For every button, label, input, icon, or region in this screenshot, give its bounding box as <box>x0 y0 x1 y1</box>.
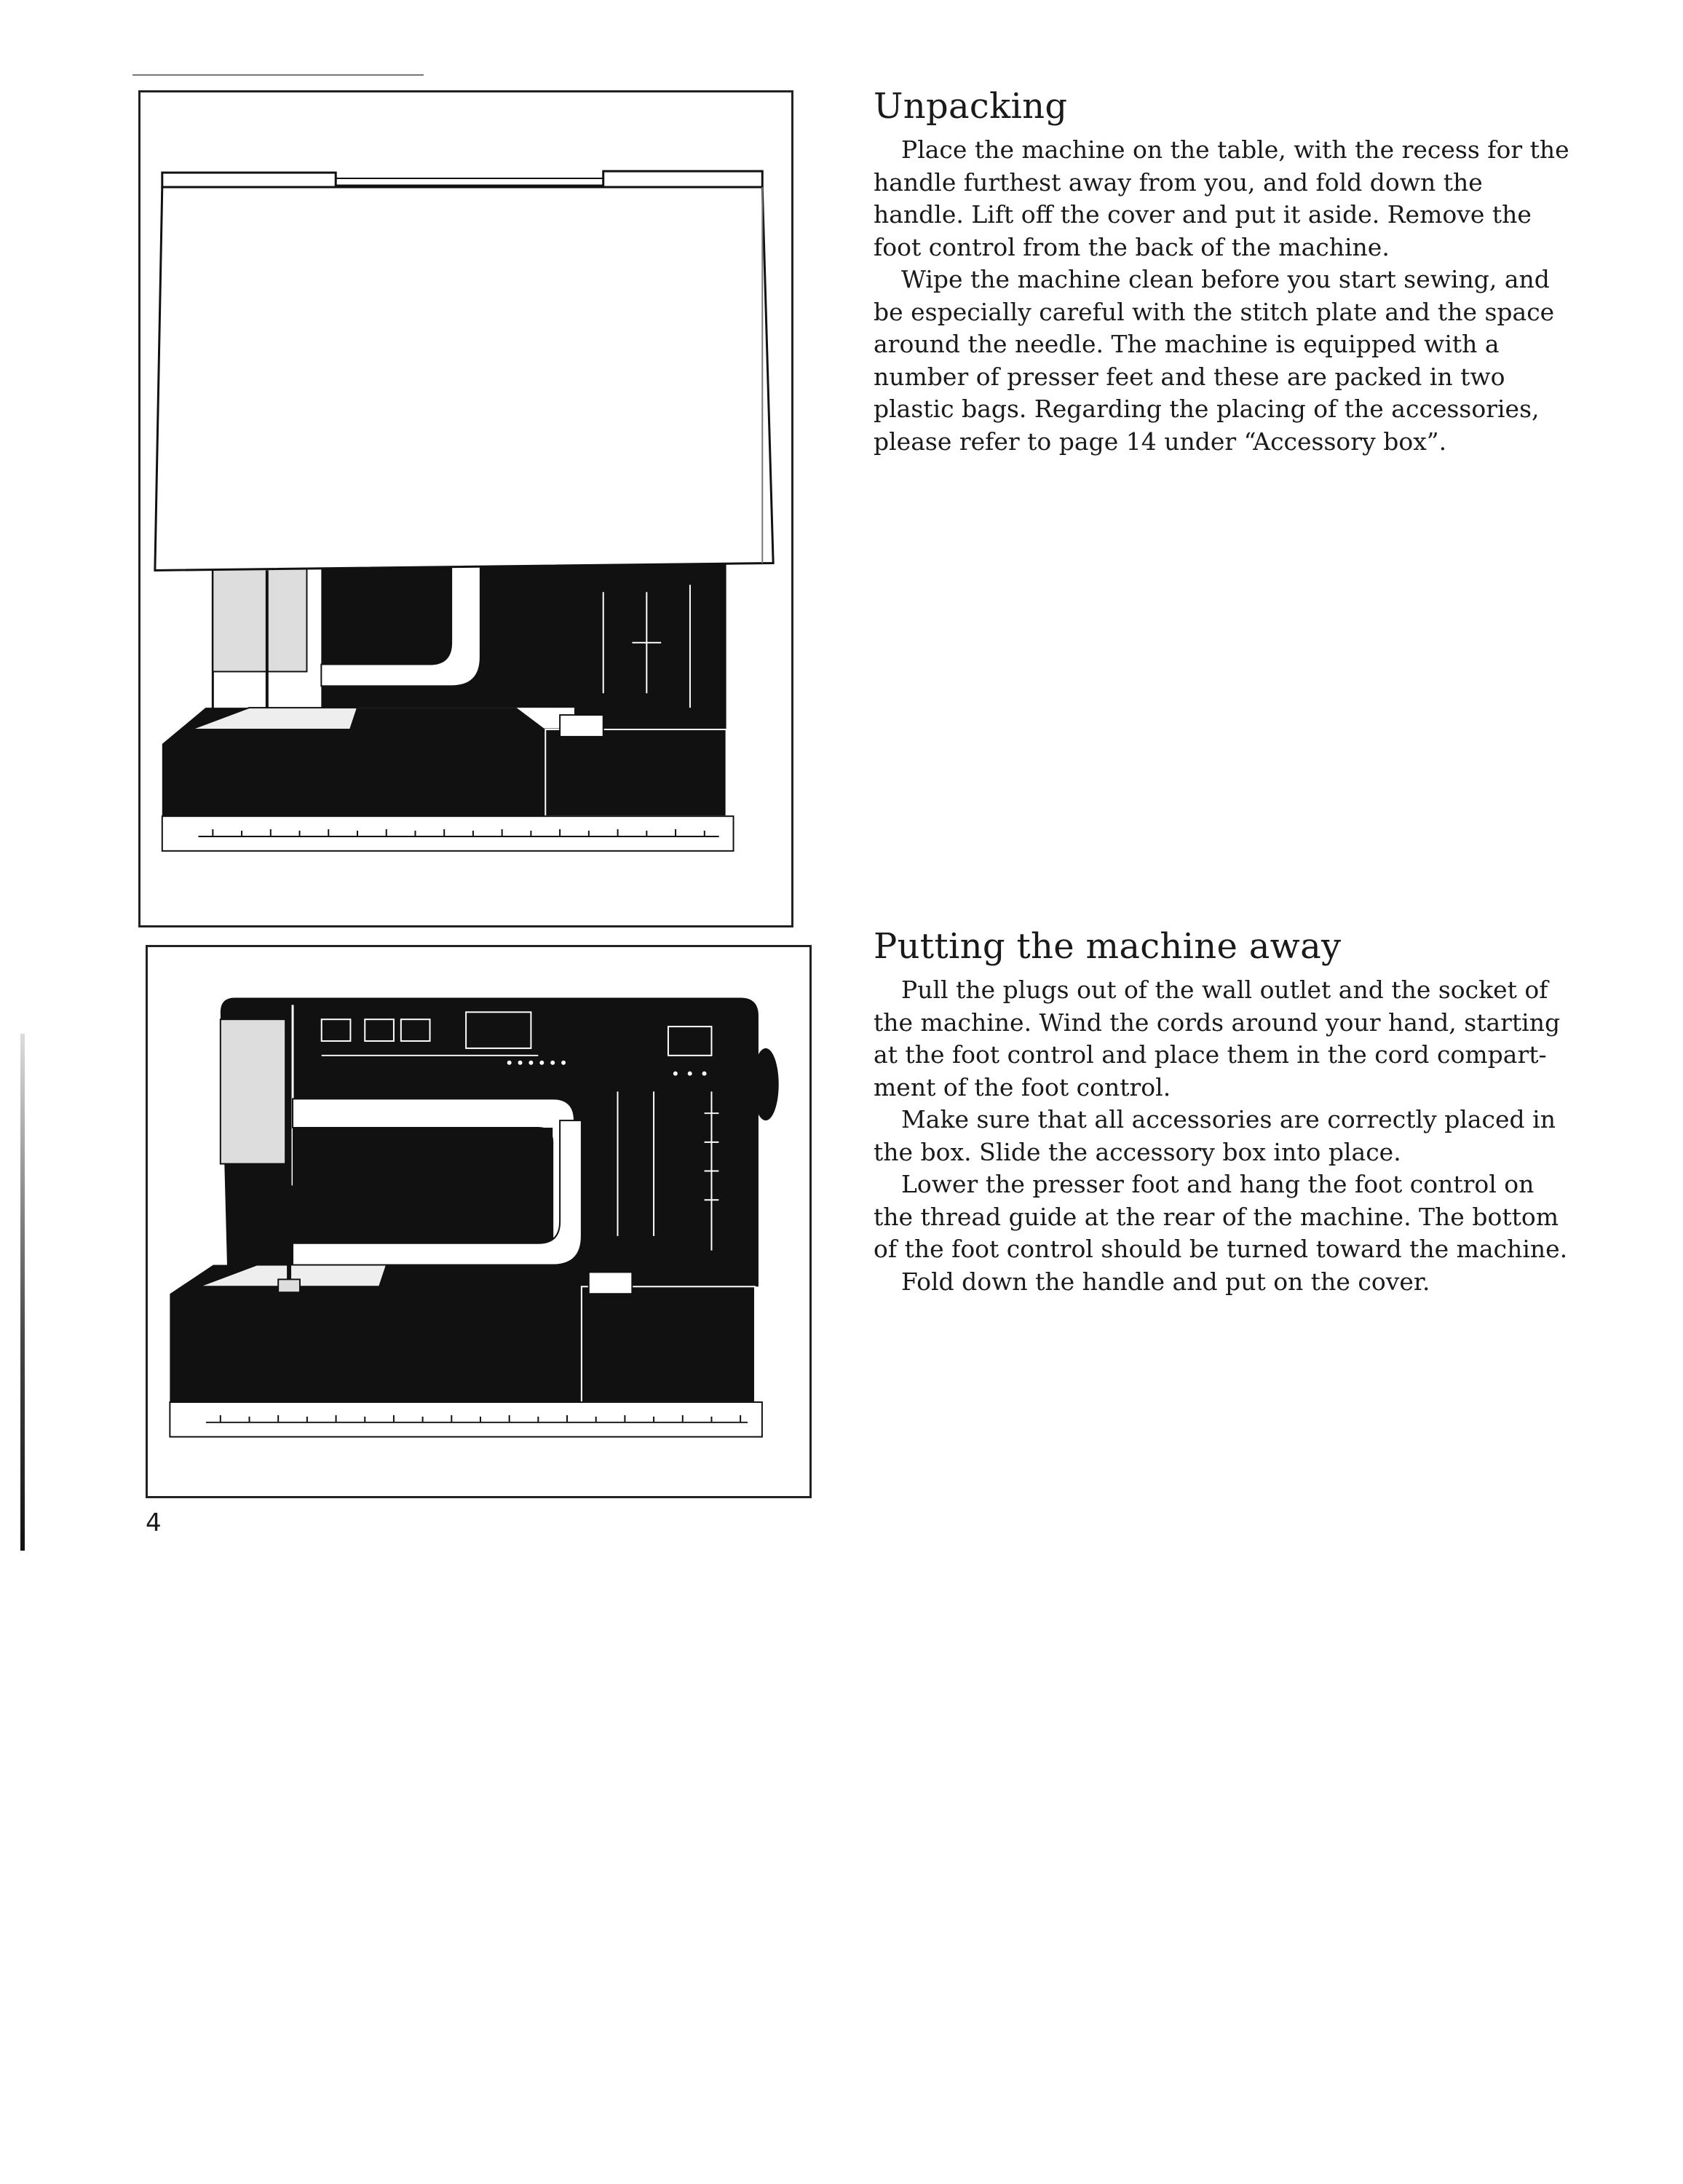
putting-away-paragraph-2: Make sure that all accessories are correctly placed in the box. Slide the accessory box into place. <box>874 1105 1556 1166</box>
unpacking-heading: Unpacking <box>874 86 1068 127</box>
machine-with-cover-drawing <box>140 92 791 925</box>
putting-away-paragraph-1: Pull the plugs out of the wall outlet and the socket of the machine. Wind the cords around your hand, starting at the foot control and place them in the cord compartment of the foot control. <box>874 976 1561 1101</box>
unpacking-paragraph-1: Place the machine on the table, with the recess for the handle furthest away from you, and fold down the handle. Lift off the cover and put it aside. Remove the foot control from the back of the machine. <box>874 135 1569 261</box>
scan-edge-shadow <box>20 1034 25 1551</box>
sewing-machine-uncovered-illustration <box>146 945 812 1498</box>
sewing-machine-with-cover-illustration <box>138 90 793 927</box>
putting-away-paragraph-3: Lower the presser foot and hang the foot control on the thread guide at the rear of the machine. The bottom of the foot control should be turned toward the machine. <box>874 1170 1568 1263</box>
page-number: 4 <box>146 1508 162 1538</box>
putting-away-section <box>874 926 1572 1298</box>
putting-away-paragraph-4: Fold down the handle and put on the cover. <box>901 1267 1430 1296</box>
putting-away-heading: Putting the machine away <box>874 926 1342 967</box>
machine-uncovered-drawing <box>148 947 809 1496</box>
unpacking-paragraph-2: Wipe the machine clean before you start sewing, and be especially careful with the stitch plate and the space around the needle. The machine is equipped with a number of presser feet and these are packed in two plastic bags. Regarding the placing of the accessories, please refer to page 14 under “Accessory box”. <box>874 265 1555 456</box>
top-rule <box>132 74 424 76</box>
unpacking-section <box>874 86 1572 458</box>
